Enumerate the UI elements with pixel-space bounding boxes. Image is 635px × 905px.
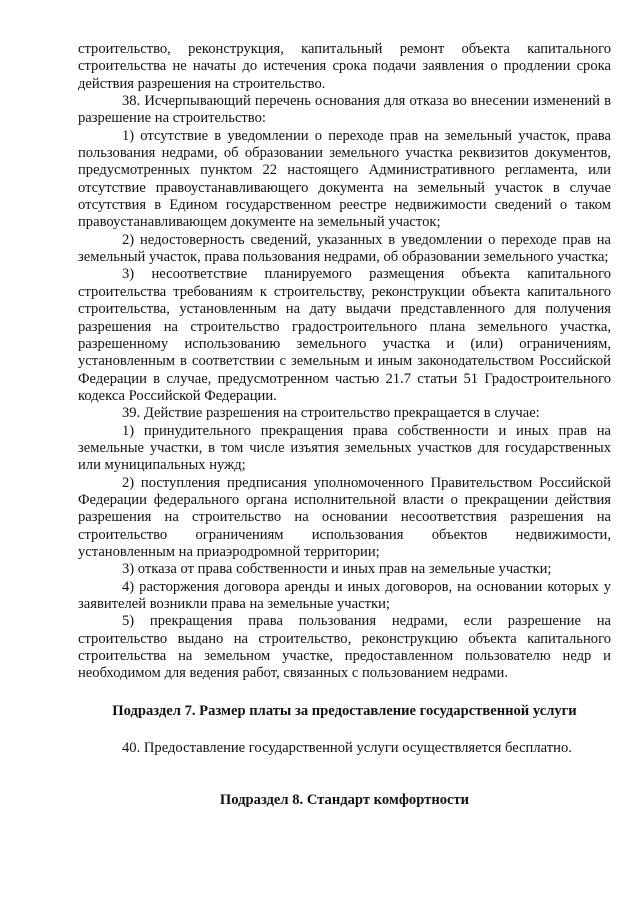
section-heading-7: Подраздел 7. Размер платы за предоставление государственной услуги (112, 702, 577, 719)
paragraph-39-item-5: 5) прекращения права пользования недрами, если разрешение на строительство выдано на строительство, реконструкцию объекта капитального строительства на земельном участке, предоставленном пользователю недр и необходимом для ведения работ, связанных с пользованием недрами. (78, 613, 611, 682)
paragraph-39: 39. Действие разрешения на строительство прекращается в случае: (122, 405, 540, 422)
paragraph-39-item-3: 3) отказа от права собственности и иных прав на земельные участки; (122, 561, 552, 578)
paragraph-39-item-4: 4) расторжения договора аренды и иных договоров, на основании которых у заявителей возникли права на земельные участки; (78, 578, 611, 612)
paragraph-38-item-1: 1) отсутствие в уведомлении о переходе прав на земельный участок, права пользования недрами, об образовании земельного участка реквизитов документов, предусмотренных пунктом 22 настоящего Административного регламента, или отсутствие правоустанавливающего документа на земельный участок в случае отсутствия в Едином государственном реестре недвижимости сведений о таком правоустанавливающем документе на земельный участок; (78, 127, 611, 231)
paragraph-39-item-1: 1) принудительного прекращения права собственности и иных прав на земельные участки, в том числе изъятия земельных участков для государственных или муниципальных нужд; (78, 422, 611, 474)
paragraph-continuation: строительство, реконструкция, капитальный ремонт объекта капитального строительства не начаты до истечения срока подачи заявления о продлении срока действия разрешения на строительство. (78, 41, 611, 92)
paragraph-38-item-2: 2) недостоверность сведений, указанных в уведомлении о переходе прав на земельный участок, права пользования недрами, об образовании земельного участка; (78, 231, 611, 266)
paragraph-40: 40. Предоставление государственной услуги осуществляется бесплатно. (122, 740, 572, 757)
paragraph-39-item-2: 2) поступления предписания уполномоченного Правительством Российской Федерации федерального органа исполнительной власти о прекращении действия разрешения на строительство на основании несоответствия разрешения на строительство ограничениям использования объектов недвижимости, установленным на приаэродромной территории; (78, 474, 611, 560)
section-heading-8: Подраздел 8. Стандарт комфортности (219, 792, 470, 809)
paragraph-38: 38. Исчерпывающий перечень основания для отказа во внесении изменений в разрешение на строительство: (78, 93, 611, 127)
paragraph-38-item-3: 3) несоответствие планируемого размещения объекта капитального строительства требованиям к строительству, реконструкции объекта капитального строительства, установленным на дату выдачи представленного для получения разрешения на строительство градостроительного плана земельного участка, разрешенному использованию земельного участка и (или) ограничениям, установленным в соответствии с земельным и иным законодательством Российской Федерации в случае, предусмотренном частью 21.7 статьи 51 Градостроительного кодекса Российской Федерации. (78, 266, 611, 404)
